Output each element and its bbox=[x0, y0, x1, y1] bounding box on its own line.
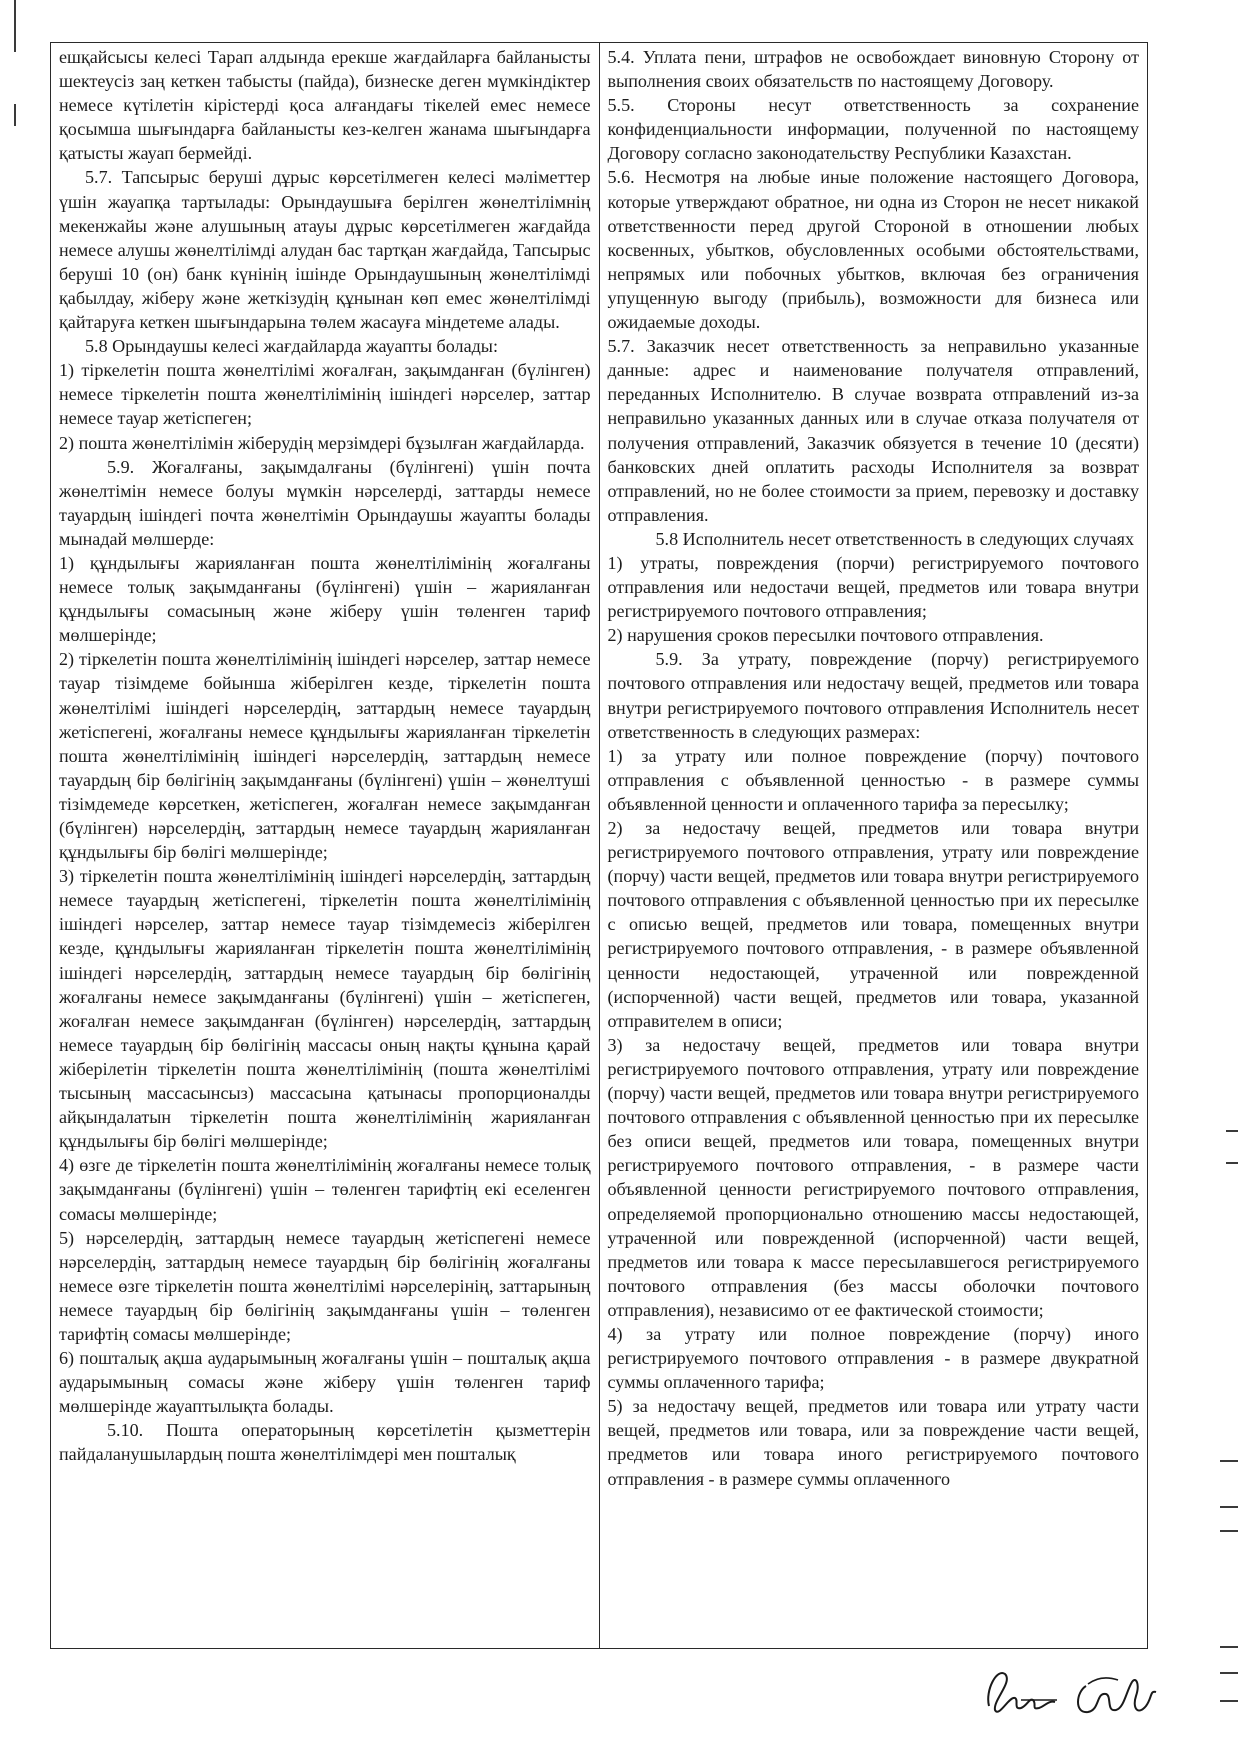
kz-paragraph-9: 3) тіркелетін пошта жөнелтілімінің ішіндегі нәрселердің, заттардың немесе тауардың жетіспегені, тіркелетін пошта жөнелтілімінің ішіндегі нәрселер, заттар немесе тауар тізімдемесіз жіберілген кезде, құндылығы жарияланған тіркелетін пошта жөнелтілімінің ішіндегі нәрселердің, заттардың немесе тауардың бір бөлігінің жоғалғаны немесе зақымданғаны (бүлінгені) үшін – жетіспеген, жоғалған немесе зақымданған (бүлінген) нәрселердің, заттардың немесе тауардың бір бөлігінің массасы оның нақты құнына қарай жіберілетін тіркелетін пошта жөнелтілімінің (пошта жөнелтілімі тысының массасынсыз) массасына қатынасы пропорционалды айқындалатын тіркелетін пошта жөнелтілімінің жарияланған құндылығы бір бөлігі мөлшерінде; bbox=[59, 866, 591, 1152]
signature-2 bbox=[1066, 1662, 1162, 1726]
ru-paragraph-8: 5.9. За утрату, повреждение (порчу) регистрируемого почтового отправления или недостачу вещей, предметов или товара внутри регистрируемого почтового отправления Исполнитель несет ответственность в следующих размерах: bbox=[607, 649, 1139, 742]
scan-edge-mark bbox=[14, 104, 16, 126]
kz-paragraph-3: 5.8 Орындаушы келесі жағдайларда жауапты болады: bbox=[85, 336, 498, 357]
scan-edge-mark bbox=[1220, 1460, 1238, 1462]
ru-paragraph-1: 5.4. Уплата пени, штрафов не освобождает виновную Сторону от выполнения своих обязательств по настоящему Договору. bbox=[607, 47, 1139, 92]
kz-paragraph-12: 6) пошталық ақша аударымының жоғалғаны үшін – пошталық ақша аударымының сомасы және жіберу үшін төленген тариф мөлшерінде жауаптылықта болады. bbox=[59, 1348, 591, 1417]
signature-1 bbox=[975, 1660, 1065, 1720]
scan-edge-mark bbox=[1220, 1530, 1238, 1532]
ru-paragraph-6: 1) утраты, повреждения (порчи) регистрируемого почтового отправления или недостачи вещей, предметов или товара внутри регистрируемого почтового отправления; bbox=[607, 552, 1139, 622]
scan-edge-mark bbox=[1220, 1672, 1238, 1674]
ru-paragraph-2: 5.5. Стороны несут ответственность за сохранение конфиденциальности информации, полученной по настоящему Договору согласно законодательству Республики Казахстан. bbox=[607, 95, 1139, 164]
ru-paragraph-11: 3) за недостачу вещей, предметов или товара внутри регистрируемого почтового отправления, утрату или повреждение (порчу) части вещей, предметов или товара внутри регистрируемого почтового отправления с объявленной ценностью при их пересылке без описи вещей, предметов или товара, помещенных внутри регистрируемого почтового отправления, - в размере части объявленной ценности регистрируемого почтового отправления, определяемой пропорционально отношению массы недостающей, утраченной или поврежденной (испорченной) части вещей, предметов или товара к массе пересылавшегося регистрируемого почтового отправления (без массы оболочки почтового отправления), независимо от ее фактической стоимости; bbox=[607, 1034, 1139, 1320]
kz-paragraph-8: 2) тіркелетін пошта жөнелтілімінің ішіндегі нәрселер, заттар немесе тауар тізімдеме бойынша жіберілген кезде, тіркелетін пошта жөнелтілімі ішіндегі нәрселердің, заттардың немесе тауардың жетіспегені, жоғалғаны немесе құндылығы жарияланған тіркелетін пошта жөнелтілімінің ішіндегі нәрселердің, заттардың немесе тауардың бір бөлігінің зақымданғаны (бүлінгені) үшін – жөнелтуші тізімдемеде көрсеткен, жетіспеген, жоғалған немесе зақымданған (бүлінген) нәрселердің, заттардың немесе тауардың жарияланған құндылығы бір бөлігі мөлшерінде; bbox=[59, 649, 591, 863]
kz-paragraph-10: 4) өзге де тіркелетін пошта жөнелтілімінің жоғалғаны немесе толық зақымданғаны (бүлінгені) үшін – төленген тарифтің екі еселенген сомасы мөлшерінде; bbox=[59, 1155, 591, 1224]
kz-paragraph-5: 2) пошта жөнелтілімін жіберудің мерзімдері бұзылған жағдайларда. bbox=[59, 432, 585, 453]
ru-paragraph-3: 5.6. Несмотря на любые иные положение настоящего Договора, которые утверждают обратное, ни одна из Сторон не несет никакой ответственности перед другой Стороной в отношении любых косвенных, убытков, обусловленных особыми обстоятельствами, непрямых или побочных убытков, включая без ограничения упущенную выгоду (прибыль), возможности для бизнеса или ожидаемые доходы. bbox=[607, 167, 1139, 333]
scan-edge-mark bbox=[1220, 1506, 1238, 1508]
kz-paragraph-4: 1) тіркелетін пошта жөнелтілімі жоғалған, зақымданған (бүлінген) немесе тіркелетін пошта жөнелтілімінің ішіндегі нәрселер, заттар немесе тауар жетіспеген; bbox=[59, 360, 591, 429]
kz-paragraph-6: 5.9. Жоғалғаны, зақымдалғаны (бүлінгені) үшін почта жөнелтімін немесе болуы мүмкін нәрселерді, заттарды немесе тауардың ішіндегі почта жөнелтімін Орындаушы жауапты болады мынадай мөлшерде: bbox=[59, 456, 591, 549]
contract-table bbox=[50, 42, 1148, 1649]
ru-paragraph-5: 5.8 Исполнитель несет ответственность в следующих случаях bbox=[655, 528, 1135, 549]
ru-paragraph-4: 5.7. Заказчик несет ответственность за неправильно указанные данные: адрес и наименование получателя отправлений, переданных Исполнителю. В случае возврата отправлений из-за неправильно указанных данных или в случае отказа получателя от получения отправлений, Заказчик обязуется в течение 10 (десяти) банковских дней оплатить расходы Исполнителя за возврат отправлений, но не более стоимости за прием, перевозку и доставку отправления. bbox=[607, 336, 1139, 525]
ru-paragraph-13: 5) за недостачу вещей, предметов или товара или утрату части вещей, предметов или товара, или за повреждение части вещей, предметов или товара иного регистрируемого почтового отправления - в размере суммы оплаченного bbox=[607, 1396, 1139, 1489]
ru-paragraph-12: 4) за утрату или полное повреждение (порчу) иного регистрируемого почтового отправления - в размере двукратной суммы оплаченного тарифа; bbox=[607, 1323, 1139, 1393]
ru-paragraph-7: 2) нарушения сроков пересылки почтового отправления. bbox=[607, 625, 1044, 646]
scan-edge-mark bbox=[1220, 1700, 1238, 1702]
kazakh-column bbox=[51, 43, 600, 1648]
scan-edge-mark bbox=[14, 0, 16, 52]
kz-paragraph-13: 5.10. Пошта операторының көрсетілетін қызметтерін пайдаланушылардың пошта жөнелтілімдері мен пошталық bbox=[59, 1420, 591, 1465]
ru-paragraph-9: 1) за утрату или полное повреждение (порчу) почтового отправления с объявленной ценностью - в размере суммы объявленной ценности и оплаченного тарифа за пересылку; bbox=[607, 745, 1139, 814]
russian-column bbox=[600, 43, 1148, 1648]
kz-paragraph-2: 5.7. Тапсырыс беруші дұрыс көрсетілмеген келесі мәліметтер үшін жауапқа тартылады: Орындаушыға берілген жөнелтілімнің мекенжайы және алушының атауы дұрыс көрсетілмеген жағдайда немесе алушы жөнелтілімді алудан бас тартқан жағдайда, Тапсырыс беруші 10 (он) банк күнінің ішінде Орындаушының жөнелтілімді қабылдау, жіберу және жеткізудің құнынан көп емес жөнелтілімді қайтаруға кеткен шығындарына төлем жасауға міндетеме алады. bbox=[59, 167, 591, 333]
ru-paragraph-10: 2) за недостачу вещей, предметов или товара внутри регистрируемого почтового отправления, утрату или повреждение (порчу) части вещей, предметов или товара внутри регистрируемого почтового отправления с объявленной ценностью при их пересылке с описью вещей, предметов или товара, помещенных внутри регистрируемого почтового отправления, - в размере объявленной ценности недостающей, утраченной или поврежденной (испорченной) части вещей, предметов или товара, указанной отправителем в описи; bbox=[607, 818, 1139, 1031]
scan-edge-mark bbox=[1220, 1646, 1238, 1648]
kz-paragraph-11: 5) нәрселердің, заттардың немесе тауардың жетіспегені немесе нәрселердің, заттардың немесе тауардың бір бөлігінің жоғалғаны немесе өзге тіркелетін пошта жөнелтілімі нәрселерінің, заттарының немесе тауардың бір бөлігінің зақымданғаны үшін – төленген тарифтің сомасы мөлшерінде; bbox=[59, 1227, 591, 1344]
scan-edge-mark bbox=[1226, 1162, 1238, 1164]
scan-edge-mark bbox=[1226, 1130, 1238, 1132]
kz-paragraph-7: 1) құндылығы жарияланған пошта жөнелтілімінің жоғалғаны немесе толық зақымданғаны (бүлінгені) үшін – жарияланған құндылығы сомасының және жіберу үшін төленген тариф мөлшерінде; bbox=[59, 552, 591, 646]
kz-paragraph-1: ешқайсысы келесі Тарап алдында ерекше жағдайларға байланысты шектеусіз заң кеткен табысты (пайда), бизнеске деген мүмкіндіктер немесе күтілетін кірістерді қоса алғандағы тікелей емес немесе қосымша шығындарға байланысты кез-келген жанама шығындарға қатысты жауап бермейді. bbox=[59, 47, 591, 164]
